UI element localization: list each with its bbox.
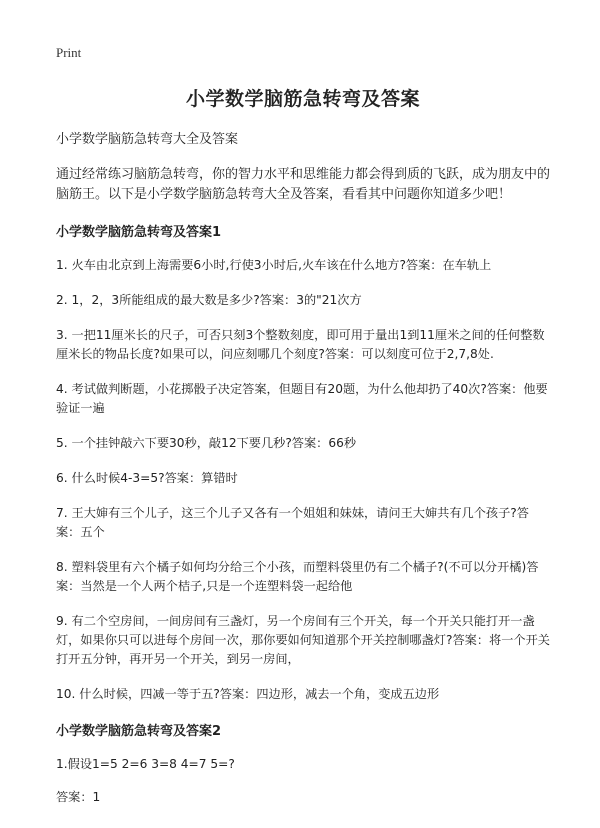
riddle-6: 6. 什么时候4-3=5?答案：算错时 — [56, 471, 238, 485]
section-2-answer: 答案：1 — [56, 790, 101, 804]
section-2-heading: 小学数学脑筋急转弯及答案2 — [56, 724, 222, 739]
section-2-question: 1.假设1=5 2=6 3=8 4=7 5=? — [56, 757, 235, 771]
riddle-5: 5. 一个挂钟敲六下要30秒，敲12下要几秒?答案：66秒 — [56, 436, 357, 450]
riddle-4: 4. 考试做判断题，小花掷骰子决定答案，但题目有20题，为什么他却扔了40次?答案：他要验证一遍 — [56, 382, 548, 415]
section-1-heading: 小学数学脑筋急转弯及答案1 — [56, 225, 222, 240]
riddle-1: 1. 火车由北京到上海需要6小时,行使3小时后,火车该在什么地方?答案：在车轨上 — [56, 258, 492, 272]
page-title: 小学数学脑筋急转弯及答案 — [185, 88, 420, 110]
riddle-3: 3. 一把11厘米长的尺子，可否只刻3个整数刻度，即可用于量出1到11厘米之间的任何整数厘米长的物品长度?如果可以，问应刻哪几个刻度?答案：可以刻度可位于2,7,8处. — [56, 328, 545, 361]
riddle-10: 10. 什么时候，四减一等于五?答案：四边形，减去一个角，变成五边形 — [56, 687, 440, 701]
riddle-7: 7. 王大婶有三个儿子，这三个儿子又各有一个姐姐和妹妹，请问王大婶共有几个孩子?答案：五个 — [56, 506, 529, 539]
riddle-8: 8. 塑料袋里有六个橘子如何均分给三个小孩，而塑料袋里仍有二个橘子?(不可以分开橘)答案：当然是一个人两个桔子,只是一个连塑料袋一起给他 — [56, 560, 539, 593]
intro-paragraph: 通过经常练习脑筋急转弯，你的智力水平和思维能力都会得到质的飞跃，成为朋友中的脑筋王。以下是小学数学脑筋急转弯大全及答案，看看其中问题你知道多少吧！ — [56, 167, 551, 202]
riddle-2: 2. 1，2，3所能组成的最大数是多少?答案：3的"21次方 — [56, 293, 362, 307]
riddle-9: 9. 有二个空房间，一间房间有三盏灯，另一个房间有三个开关，每一个开关只能打开一盏灯，如果你只可以进每个房间一次，那你要如何知道那个开关控制哪盏灯?答案：将一个开关打开五分钟，再开另一个开关，到另一房间， — [56, 614, 550, 666]
subtitle: 小学数学脑筋急转弯大全及答案 — [56, 132, 239, 147]
print-link[interactable]: Print — [56, 45, 82, 60]
